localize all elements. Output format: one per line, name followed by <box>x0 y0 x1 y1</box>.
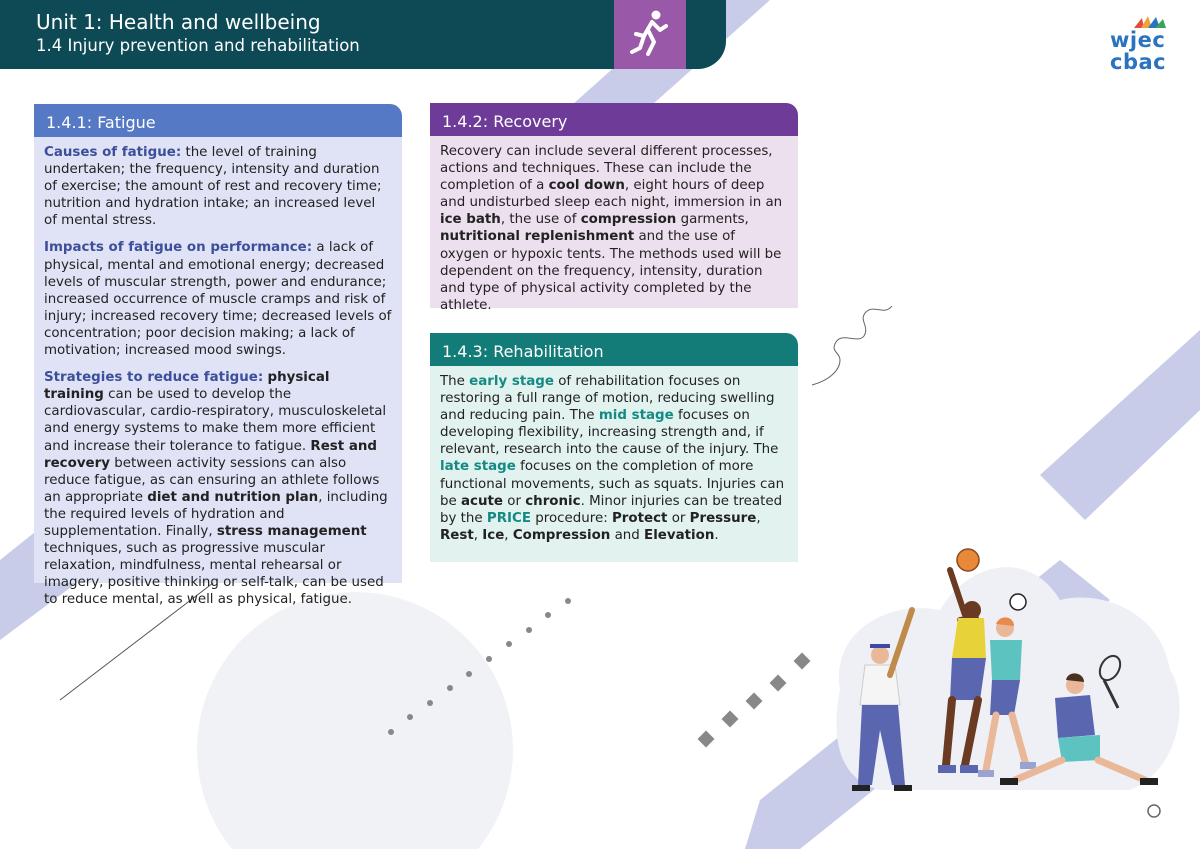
strategies-paragraph <box>44 369 392 608</box>
keyword: late stage <box>440 459 516 475</box>
keyword: ice bath <box>440 212 501 228</box>
recovery-paragraph <box>440 143 788 314</box>
text-span: can be used to develop the cardiovascular, cardio-respiratory, musculoskeletal and energy systems to make them more efficient and increase their tolerance to fatigue. <box>44 387 387 454</box>
recovery-body <box>430 136 798 313</box>
text-span: procedure: <box>531 510 612 526</box>
text-span: garments, <box>676 212 749 228</box>
keyword: compression <box>580 212 677 228</box>
causes-paragraph <box>44 144 392 229</box>
text-span: techniques, such as progressive muscular relaxation, mindfulness, mental rehearsal or imagery, positive thinking or self-talk, can be used to reduce mental, as well as physical, fatigue. <box>44 541 384 608</box>
text-span: , <box>504 527 513 543</box>
keyword: Compression <box>512 527 611 543</box>
keyword: physical training <box>44 370 330 403</box>
text-span: focuses on developing flexibility, increasing strength and, if relevant, research into the cause of the injury. The <box>440 408 779 458</box>
text-span: and the use of oxygen or hypoxic tents. The methods used will be dependent on the frequency, intensity, duration and type of physical activity completed by the athlete. <box>440 229 782 313</box>
running-person-icon <box>614 0 686 69</box>
keyword: early stage <box>469 374 554 389</box>
text-span: Recovery can include several different processes, actions and techniques. These can include the completion of a <box>440 144 773 194</box>
fatigue-body <box>34 137 402 608</box>
logo-text-cbac: cbac <box>1110 50 1167 74</box>
keyword: acute <box>461 493 503 509</box>
causes-label: Causes of fatigue: <box>44 145 182 160</box>
keyword: chronic <box>525 493 581 509</box>
rehab-paragraph <box>440 373 788 544</box>
rehabilitation-section <box>430 333 798 562</box>
fatigue-section <box>34 104 402 608</box>
text-span: , <box>473 527 483 543</box>
causes-text: the level of training undertaken; the frequency, intensity and duration of exercise; the amount of rest and recovery time; nutrition and hydration intake; an increased level of mental stress. <box>44 145 382 229</box>
impacts-label: Impacts of fatigue on performance: <box>44 240 313 256</box>
text-span: The <box>440 374 470 389</box>
text-span: between activity sessions can also reduce fatigue, as can ensuring an athlete follows an appropriate <box>44 455 380 505</box>
wjec-logo <box>1108 14 1168 76</box>
strategies-label: Strategies to reduce fatigue: <box>44 370 264 386</box>
keyword: nutritional replenishment <box>440 229 635 245</box>
keyword: Rest and recovery <box>44 438 377 471</box>
text-span: . <box>714 527 719 543</box>
keyword: Pressure <box>689 510 757 526</box>
impacts-paragraph <box>44 239 392 359</box>
keyword: cool down <box>548 178 625 194</box>
text-span: , including the required levels of hydration and supplementation. Finally, <box>44 489 388 539</box>
text-span: , the use of <box>500 212 581 228</box>
keyword: stress management <box>216 523 367 539</box>
rehabilitation-body <box>430 366 798 562</box>
keyword: Elevation <box>644 527 715 543</box>
unit-subtitle: 1.4 Injury prevention and rehabilitation <box>36 36 360 55</box>
text-span: or <box>667 510 690 526</box>
impacts-text: a lack of physical, mental and emotional energy; decreased levels of muscular strength, power and endurance; increased occurrence of muscle cramps and risk of injury; increased recovery time; decreased levels of concentration; poor decision making; a lack of motivation; increased mood swings. <box>44 240 392 359</box>
unit-title: Unit 1: Health and wellbeing <box>36 10 321 34</box>
keyword: diet and nutrition plan <box>147 489 319 505</box>
text-span: and <box>610 527 645 543</box>
fatigue-title: 1.4.1: Fatigue <box>34 104 402 137</box>
text-span: , eight hours of deep and undisturbed sleep each night, immersion in an <box>440 178 783 211</box>
text-span: of rehabilitation focuses on restoring a full range of motion, reducing swelling and reducing pain. The <box>440 374 775 424</box>
keyword: Rest <box>440 527 474 543</box>
rehabilitation-title: 1.4.3: Rehabilitation <box>430 333 798 366</box>
keyword: PRICE <box>486 510 532 526</box>
recovery-section <box>430 103 798 313</box>
text-span: . Minor injuries can be treated by the <box>440 493 783 526</box>
recovery-title: 1.4.2: Recovery <box>430 103 798 136</box>
keyword: mid stage <box>598 408 674 424</box>
keyword: Ice <box>482 527 505 543</box>
athletes-illustration <box>800 540 1200 820</box>
text-span: , <box>756 510 761 526</box>
text-span: focuses on the completion of more functional movements, such as squats. Injuries can be <box>440 459 785 509</box>
keyword: Protect <box>611 510 668 526</box>
text-span: or <box>503 493 526 509</box>
header-icon-tile <box>614 0 686 69</box>
logo-text-wjec: wjec <box>1110 28 1166 52</box>
